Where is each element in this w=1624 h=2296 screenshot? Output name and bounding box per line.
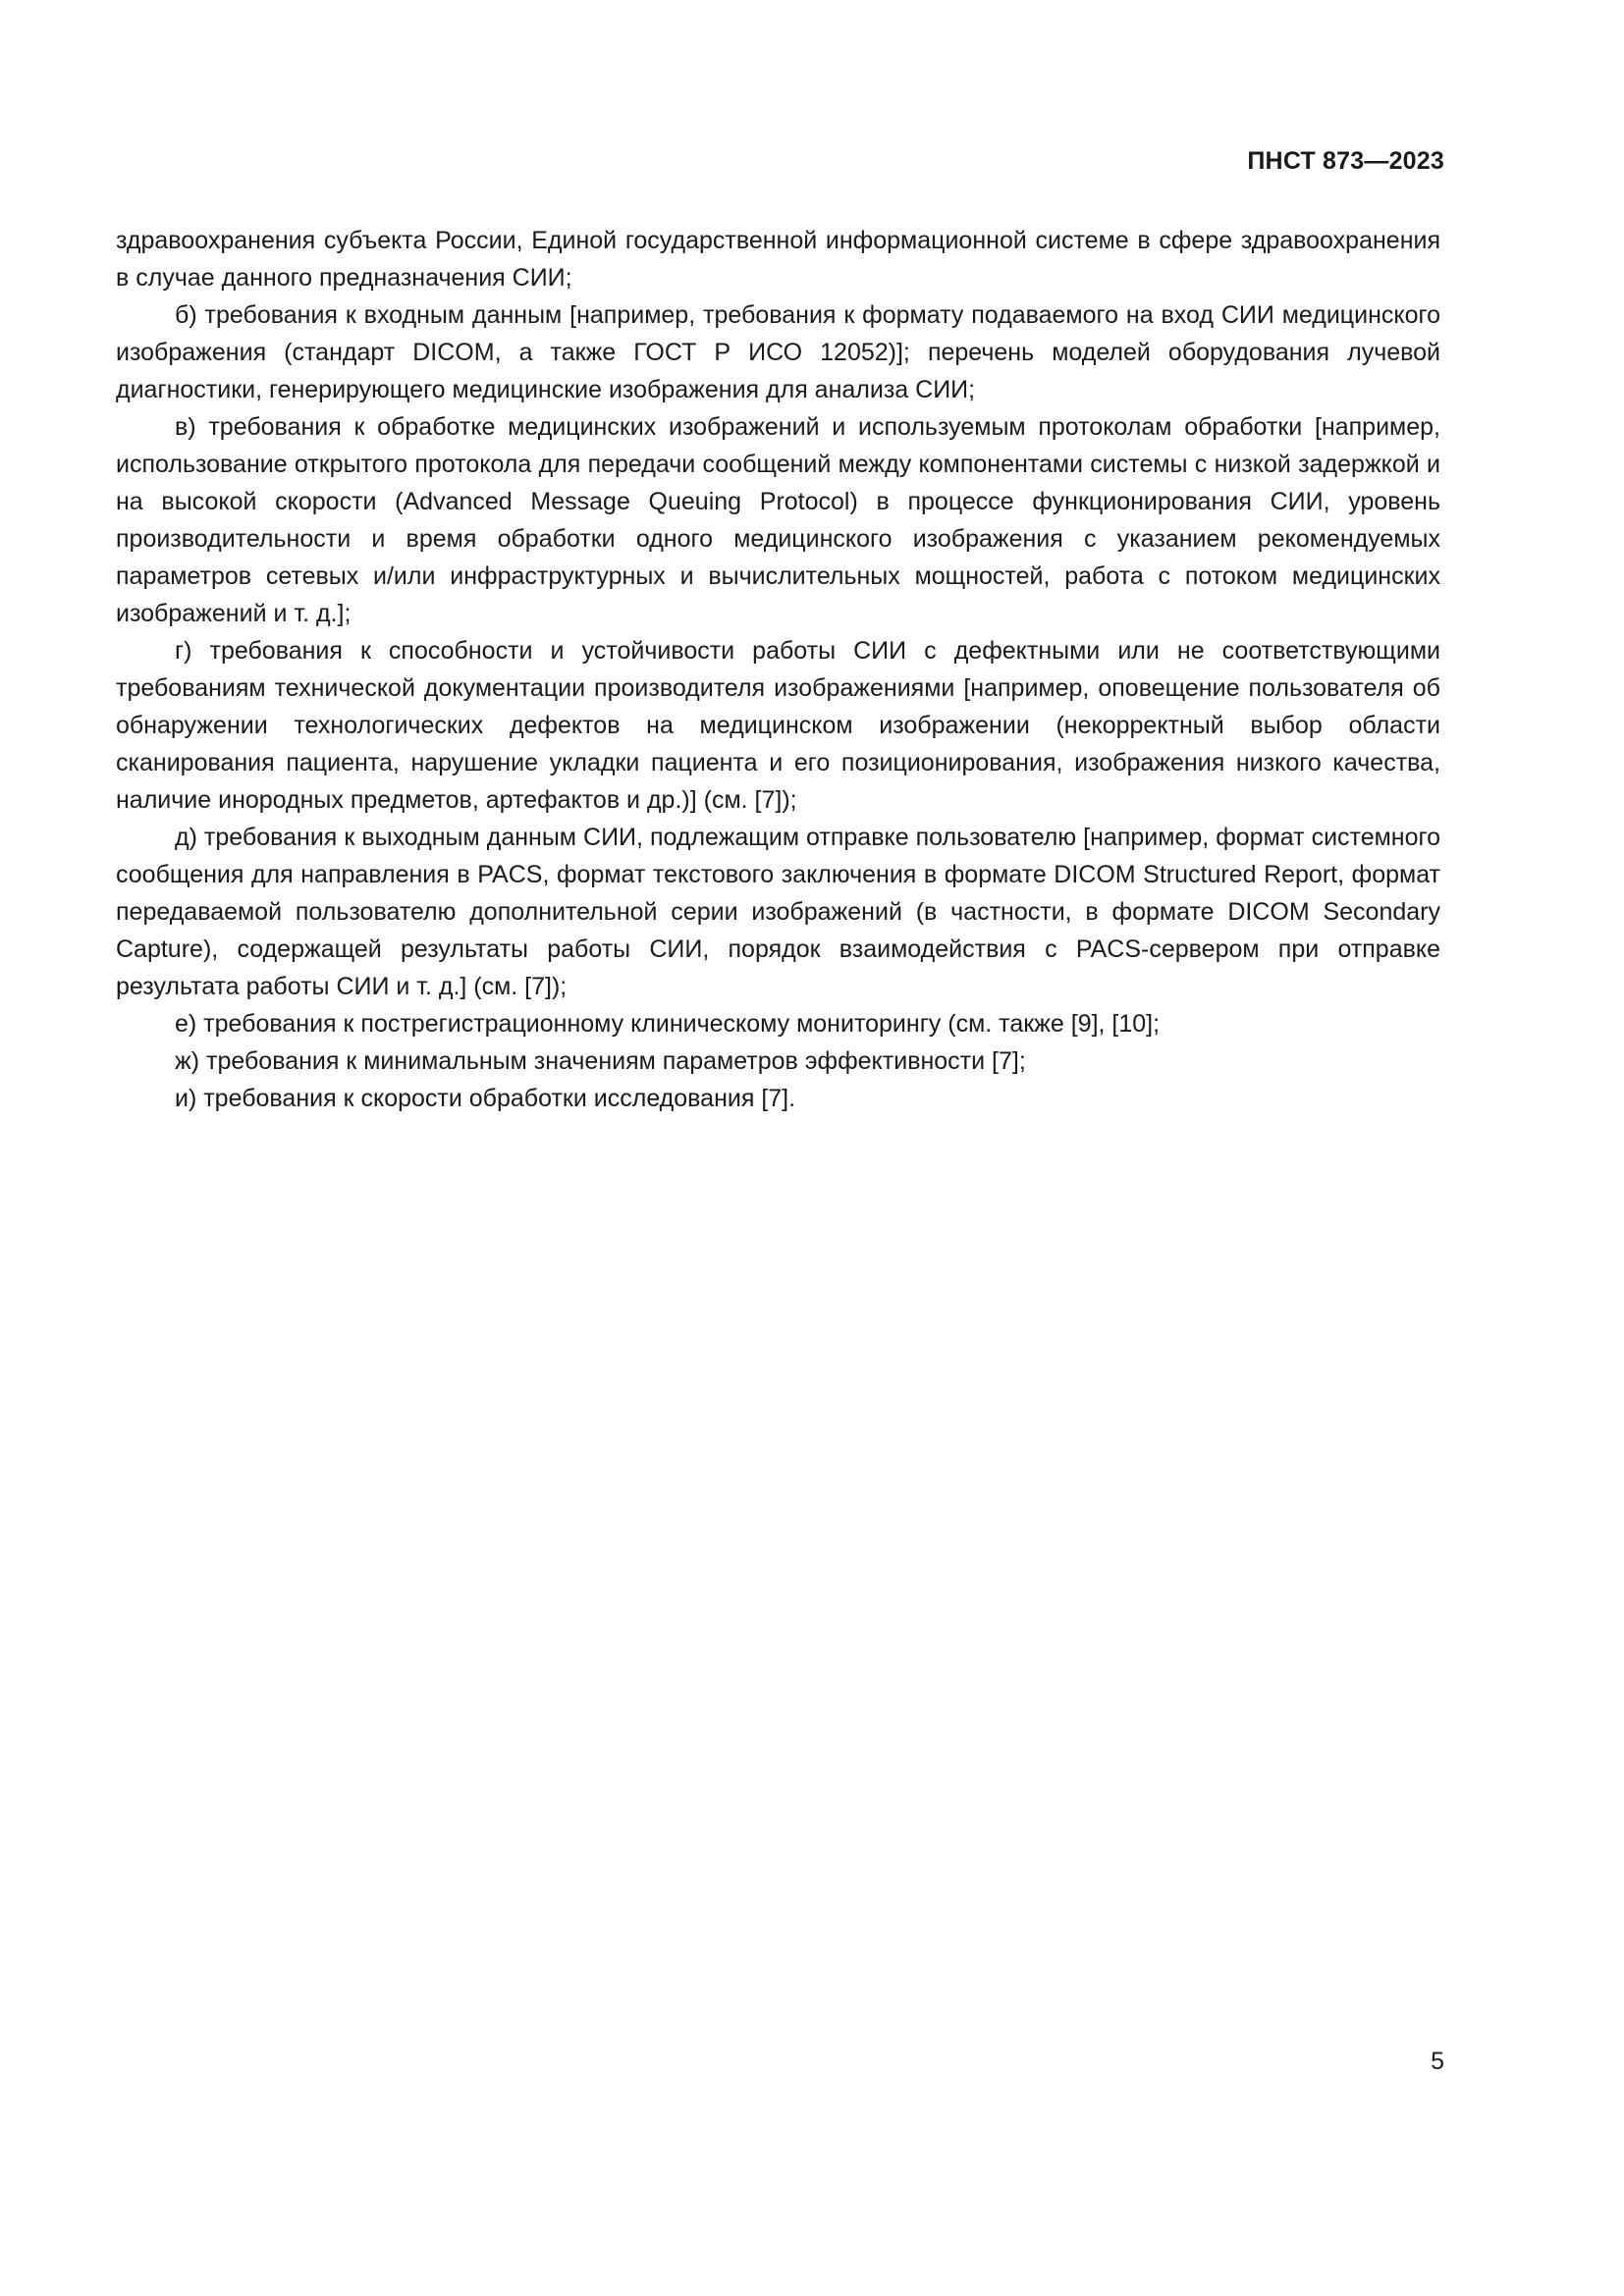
list-item-b-input-data: б) требования к входным данным [например, требования к формату подаваемого на вход СИИ медицинского изображения (стандарт DICOM, а также ГОСТ Р ИСО 12052)]; перечень моделей оборудования лучевой диагностики, генерирующего медицинские изображения для анализа СИИ;: [116, 301, 1440, 403]
list-item-g-defect-robustness: г) требования к способности и устойчивости работы СИИ с дефектными или не соответствующими требованиям технической документации производителя изображениями [например, оповещение пользователя об обнаружении технологических дефектов на медицинском изображении (некорректный выбор области сканирования пациента, нарушение укладки пациента и его позиционирования, изображения низкого качества, наличие инородных предметов, артефактов и др.)] (см. [7]);: [116, 637, 1440, 814]
paragraph-continuation: здравоохранения субъекта России, Единой государственной информационной системе в сфере здравоохранения в случае данного предназначения СИИ;: [116, 227, 1440, 292]
list-item-d-output-data: д) требования к выходным данным СИИ, подлежащим отправке пользователю [например, формат системного сообщения для направления в PACS, формат текстового заключения в формате DICOM Structured Report, формат передаваемой пользователю дополнительной серии изображений (в частности, в формате DICOM Secondary Capture), содержащей результаты работы СИИ, порядок взаимодействия с PACS-сервером при отправке результата работы СИИ и т. д.] (см. [7]);: [116, 824, 1440, 1000]
document-id-header: ПНСТ 873—2023: [1247, 147, 1444, 175]
document-body: [116, 222, 1440, 1117]
list-item-zh-efficiency: ж) требования к минимальным значениям параметров эффективности [7];: [175, 1047, 1026, 1075]
list-item-i-speed: и) требования к скорости обработки исследования [7].: [175, 1085, 796, 1112]
page-number: 5: [1431, 2048, 1444, 2075]
list-item-e-monitoring: е) требования к пострегистрационному клиническому мониторингу (см. также [9], [10];: [175, 1010, 1161, 1038]
list-item-v-image-processing: в) требования к обработке медицинских изображений и используемым протоколам обработки [например, использование открытого протокола для передачи сообщений между компонентами системы с низкой задержкой и на высокой скорости (Advanced Message Queuing Protocol) в процессе функционирования СИИ, уровень производительности и время обработки одного медицинского изображения с указанием рекомендуемых параметров сетевых и/или инфраструктурных и вычислительных мощностей, работа с потоком медицинских изображений и т. д.];: [116, 413, 1440, 627]
